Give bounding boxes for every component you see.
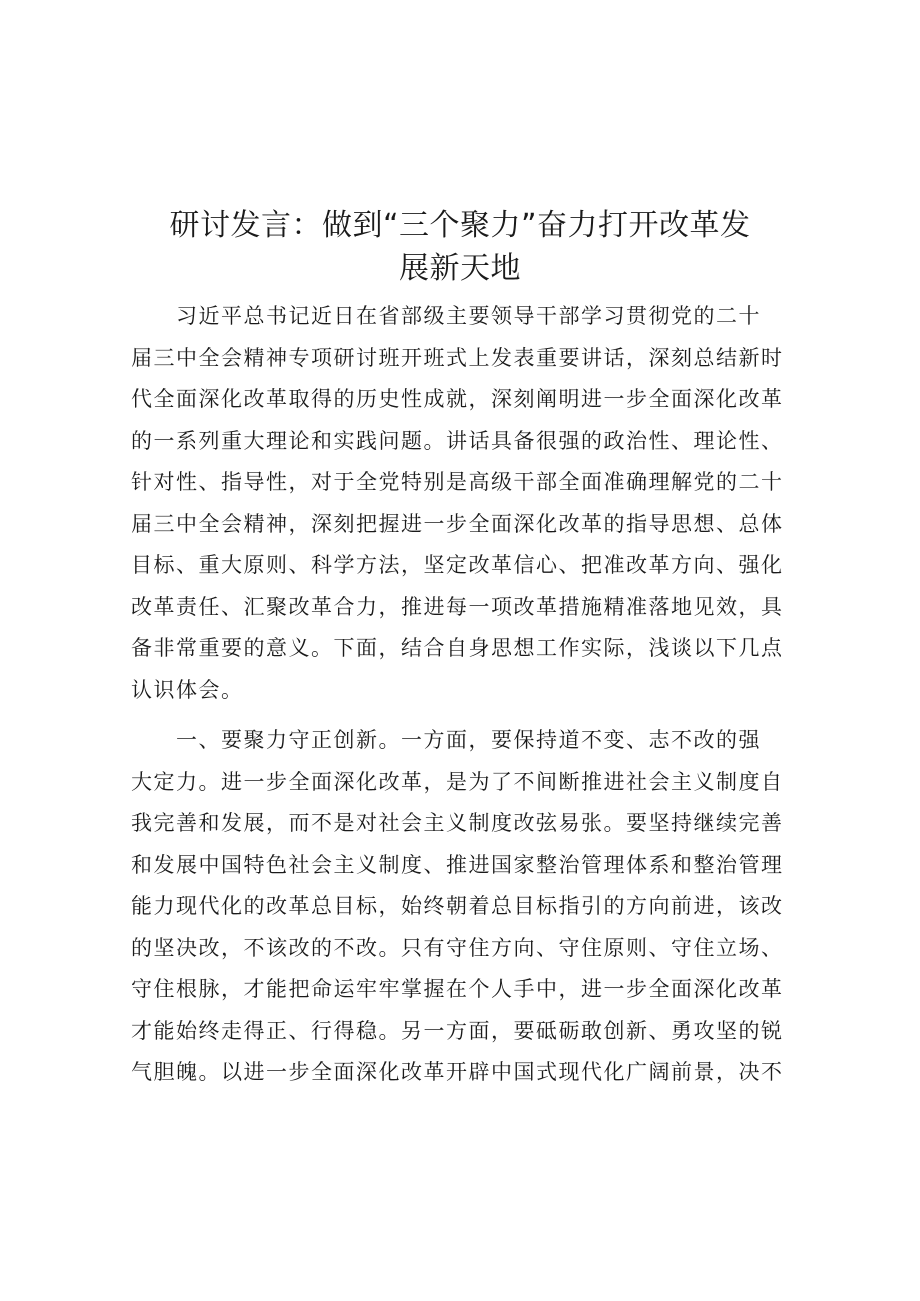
text-line: 气胆魄。以进一步全面深化改革开辟中国式现代化广阔前景，决不 [131,1060,784,1084]
text-line: 届三中全会精神，深刻把握进一步全面深化改革的指导思想、总体 [131,511,784,536]
text-line: 目标、重大原则、科学方法，坚定改革信心、把准改革方向、强化 [131,553,784,577]
title-line-2: 展新天地 [399,251,521,286]
text-line: 一、要聚力守正创新。一方面，要保持道不变、志不改的强 [131,728,761,752]
text-line: 才能始终走得正、行得稳。另一方面，要砥砺敢创新、勇攻坚的锐 [131,1018,784,1043]
document-title [120,204,800,290]
title-line-1: 研讨发言：做到“三个聚力”奋力打开改革发 [169,208,751,243]
text-line: 习近平总书记近日在省部级主要领导干部学习贯彻党的二十 [131,304,761,328]
text-line: 和发展中国特色社会主义制度、推进国家整治管理体系和整治管理 [131,852,784,877]
text-line: 能力现代化的改革总目标，始终朝着总目标指引的方向前进，该改 [131,894,784,918]
text-line: 的坚决改，不该改的不改。只有守住方向、守住原则、守住立场、 [131,935,784,960]
text-line: 届三中全会精神专项研讨班开班式上发表重要讲话，深刻总结新时 [131,345,784,370]
text-line: 守住根脉，才能把命运牢牢掌握在个人手中，进一步全面深化改革 [131,977,784,1001]
paragraph-intro [131,296,797,711]
text-line: 的一系列重大理论和实践问题。讲话具备很强的政治性、理论性、 [131,428,784,453]
text-line: 大定力。进一步全面深化改革，是为了不间断推进社会主义制度自 [131,769,784,794]
text-line: 我完善和发展，而不是对社会主义制度改弦易张。要坚持继续完善 [131,811,784,835]
text-line: 认识体会。 [131,677,244,702]
text-line: 针对性、指导性，对于全党特别是高级干部全面准确理解党的二十 [131,470,784,494]
text-line: 代全面深化改革取得的历史性成就，深刻阐明进一步全面深化改革 [131,387,784,411]
paragraph-section-one [131,720,797,1094]
text-line: 备非常重要的意义。下面，结合自身思想工作实际，浅谈以下几点 [131,636,784,660]
text-line: 改革责任、汇聚改革合力，推进每一项改革措施精准落地见效，具 [131,594,784,619]
